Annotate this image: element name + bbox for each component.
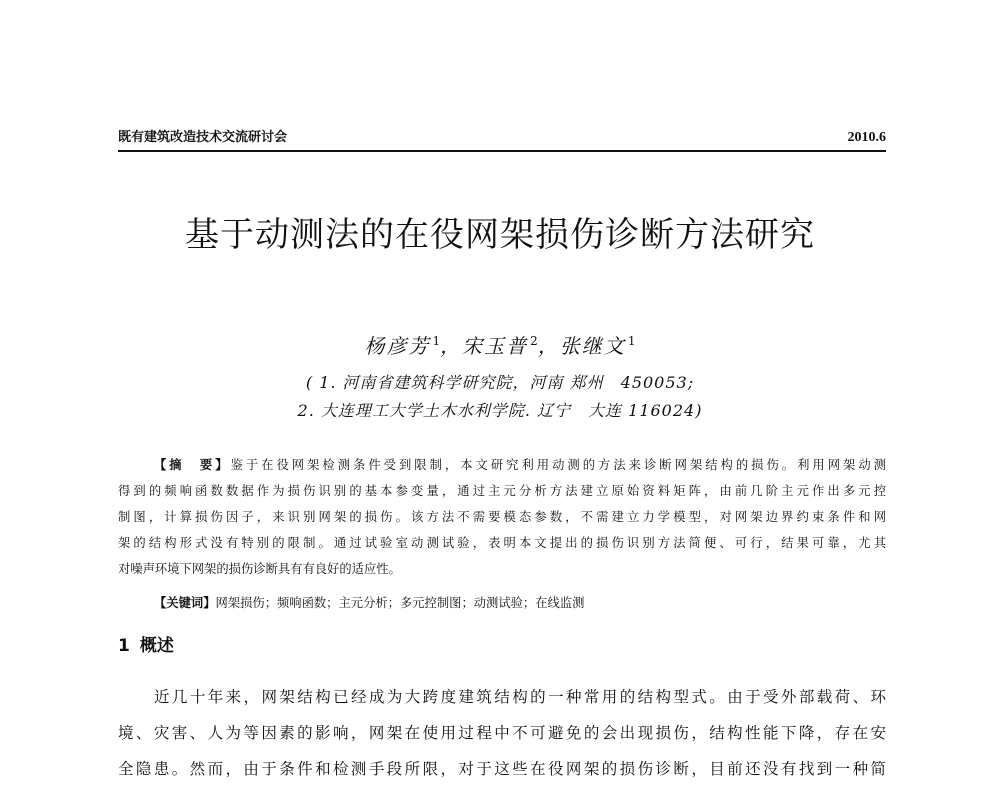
author-name: 杨彦芳 [364, 334, 431, 358]
keywords-label: 【关键词】 [154, 596, 216, 610]
author-list [200, 326, 800, 361]
abstract [118, 452, 886, 582]
body-line: 全隐患。然而，由于条件和检测手段所限，对于这些在役网架的损伤诊断，目前还没有找到一种简 [118, 760, 886, 778]
conference-name: 既有建筑改造技术交流研讨会 [118, 130, 288, 145]
body-line: 近几十年来，网架结构已经成为大跨度建筑结构的一种常用的结构型式。由于受外部载荷、环 [154, 688, 886, 706]
body-text [118, 679, 886, 787]
abstract-line: 制图，计算损伤因子，来识别网架的损伤。该方法不需要模态参数，不需建立力学模型，对网架边界约束条件和网 [118, 510, 886, 524]
author-affiliation-mark: 2 [530, 334, 538, 348]
body-line: 境、灾害、人为等因素的影响，网架在使用过程中不可避免的会出现损伤，结构性能下降，存在安 [118, 724, 886, 742]
section-number: 1 [118, 636, 130, 656]
affiliation-line: ( 1. 河南省建筑科学研究院，河南 郑州 450053; [305, 373, 695, 392]
running-header [118, 128, 886, 152]
author-name: 宋玉普 [462, 334, 529, 358]
author-affiliation-mark: 1 [627, 334, 636, 348]
section-heading [118, 632, 174, 660]
keywords [154, 590, 886, 616]
abstract-line [118, 452, 886, 478]
abstract-line: 对噪声环境下网架的损伤诊断具有有良好的适应性。 [118, 562, 401, 576]
abstract-line: 架的结构形式没有特别的限制。通过试验室动测试验，表明本文提出的损伤识别方法简便、可行，结果可靠，尤其 [118, 536, 886, 550]
abstract-text: 鉴于在役网架检测条件受到限制，本文研究利用动测的方法来诊断网架结构的损伤。利用网架动测 [230, 458, 886, 472]
abstract-label: 【摘 要】 [154, 458, 231, 472]
abstract-line: 得到的频响函数数据作为损伤识别的基本参变量，通过主元分析方法建立原始资料矩阵，由前几阶主元作出多元控 [118, 484, 886, 498]
affiliation-line: 2. 大连理工大学土木水利学院. 辽宁 大连 116024) [297, 401, 703, 420]
author-name: 张继文 [559, 334, 626, 358]
section-title: 概述 [139, 636, 174, 656]
author-affiliation-mark: 1 [432, 334, 441, 348]
author-separator: ， [537, 334, 560, 358]
paper-title: 基于动测法的在役网架损伤诊断方法研究 [185, 215, 815, 255]
author-separator: ， [440, 334, 463, 358]
issue-date: 2010.6 [847, 130, 886, 145]
keywords-text: 网架损伤；频响函数；主元分析；多元控制图；动测试验；在线监测 [215, 596, 585, 610]
